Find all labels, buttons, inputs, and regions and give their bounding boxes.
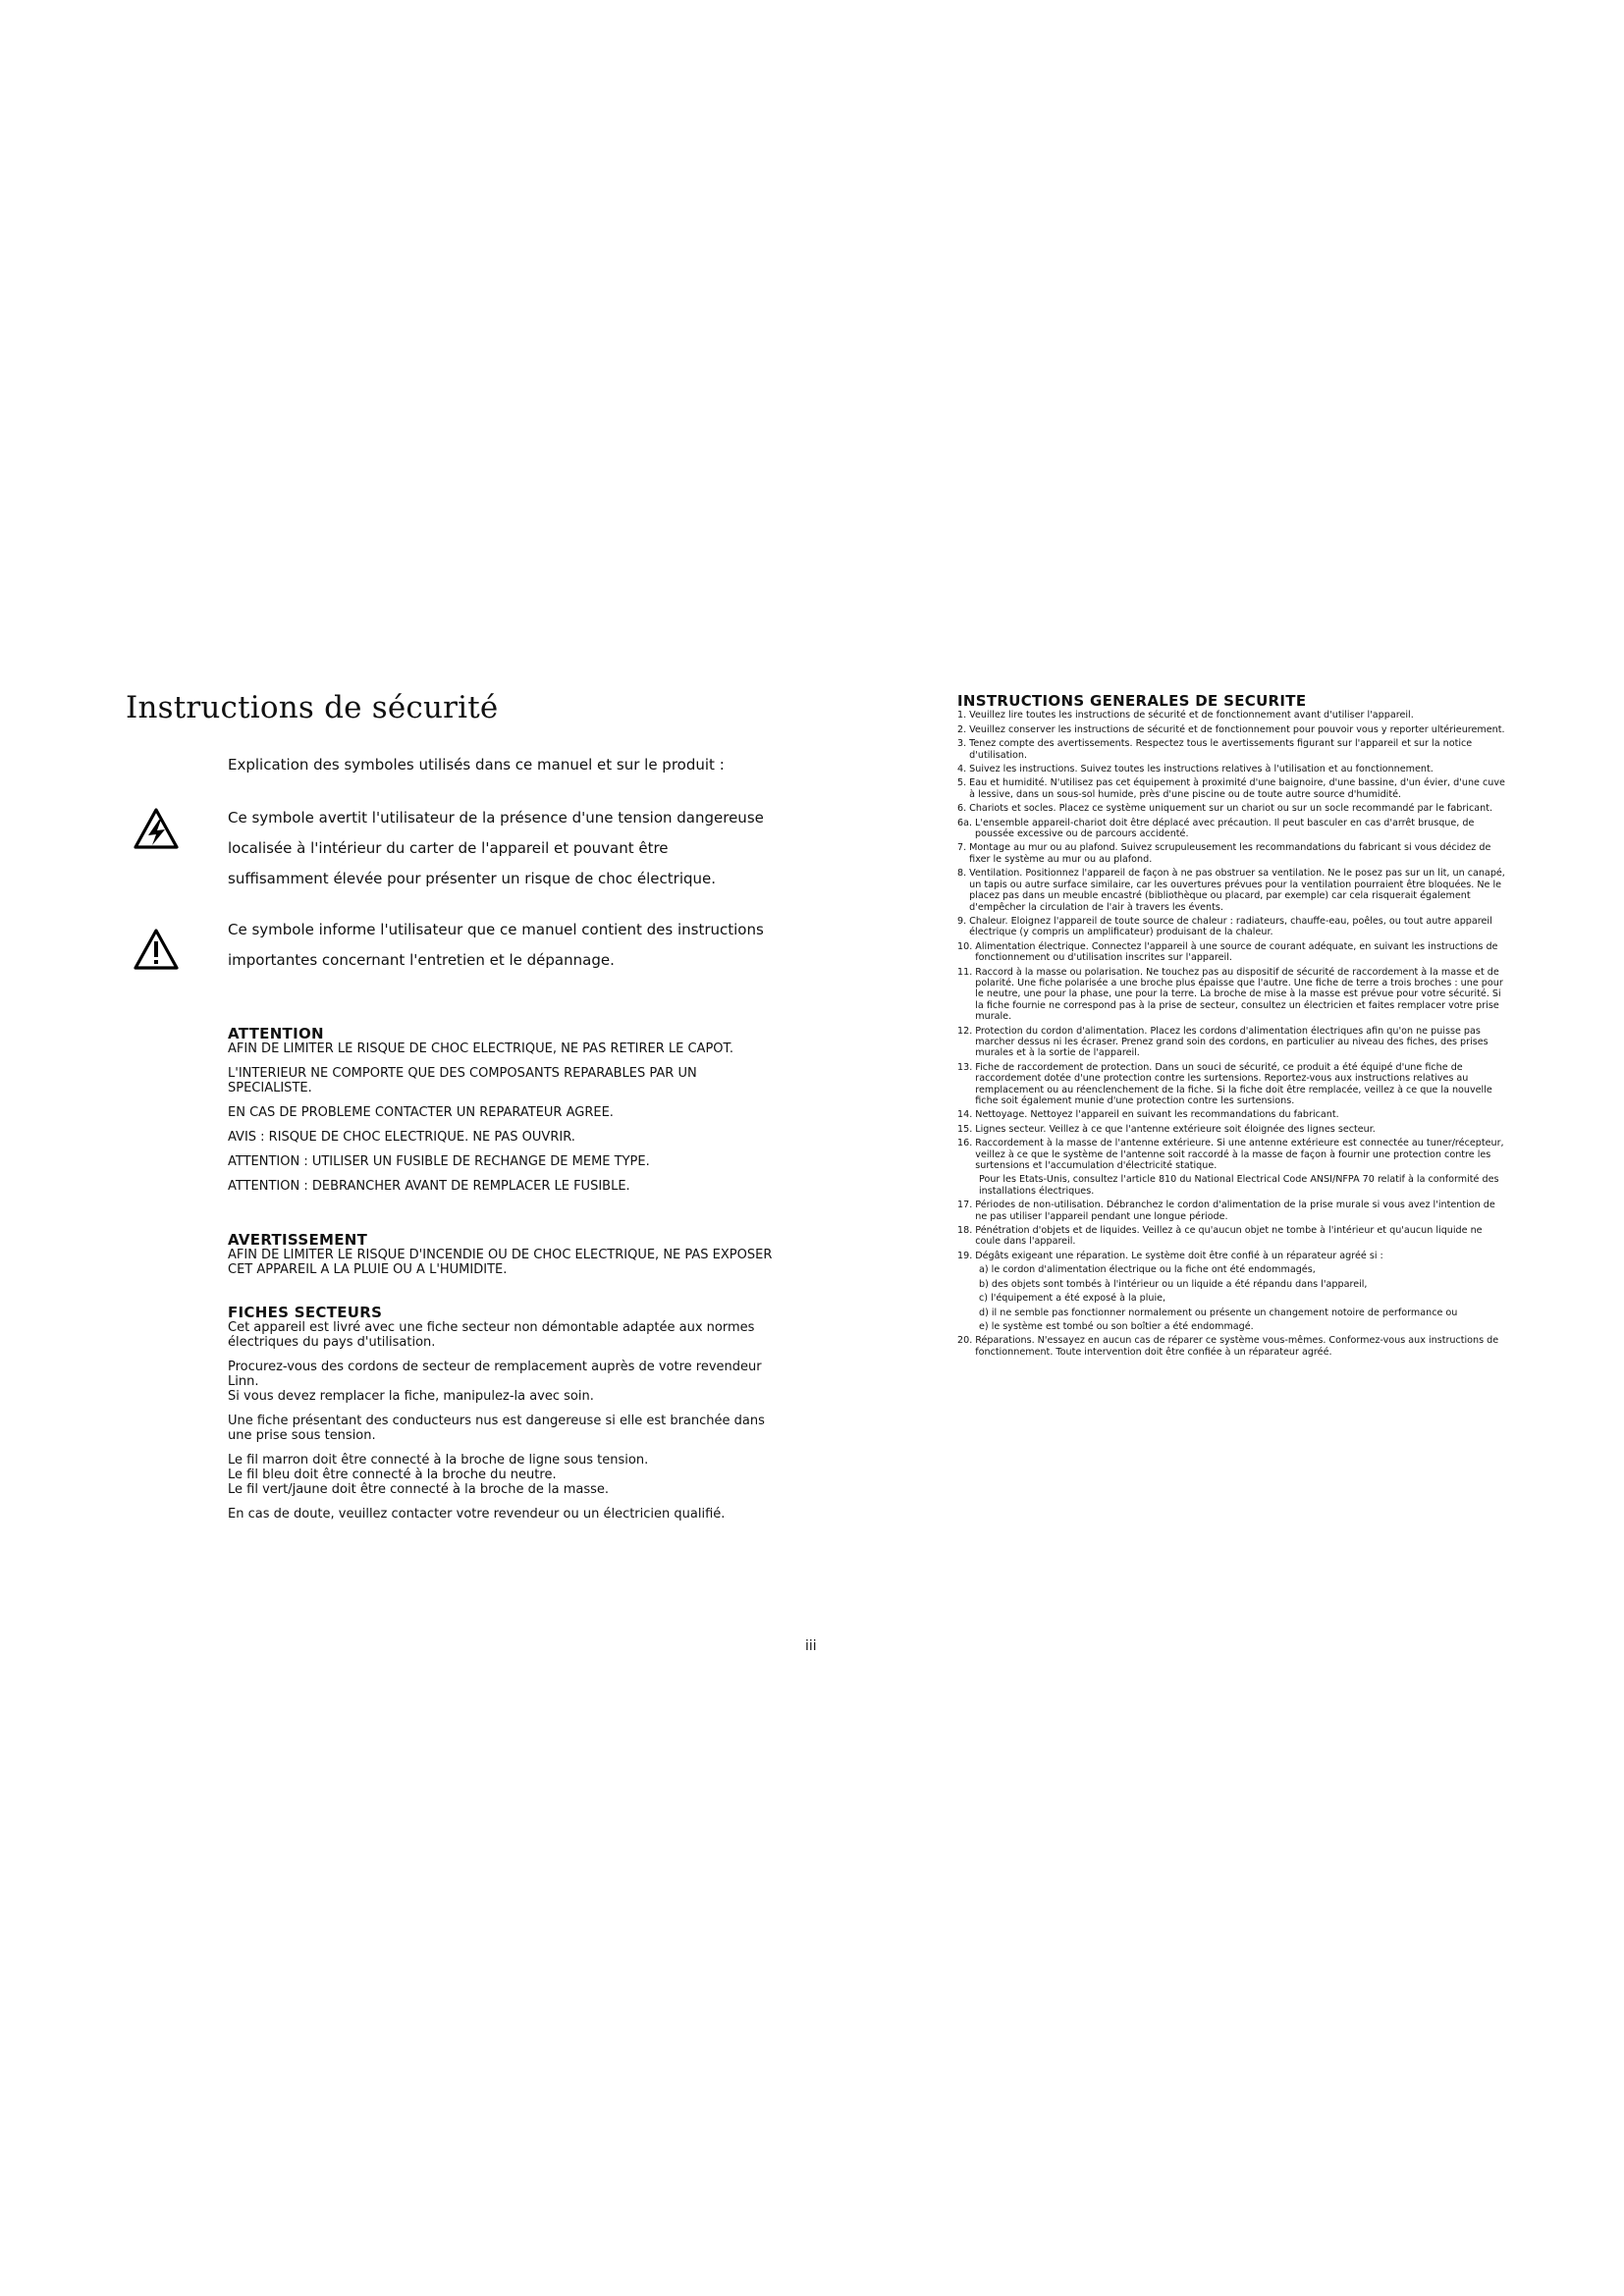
item-4	[957, 764, 1507, 774]
item-3	[957, 738, 1507, 761]
fiches-paragraph: Cet appareil est livré avec une fiche secteur non démontable adaptée aux normes électriques du pays d'utilisation.	[228, 1320, 755, 1350]
general-heading: INSTRUCTIONS GENERALES DE SECURITE	[957, 692, 1307, 710]
symbol-line: importantes concernant l'entretien et le dépannage.	[228, 951, 615, 969]
item-6	[957, 803, 1507, 814]
item-17	[957, 1200, 1507, 1222]
item-number: 6a.	[957, 817, 973, 828]
avertissement-text: AFIN DE LIMITER LE RISQUE D'INCENDIE OU DE CHOC ELECTRIQUE, NE PAS EXPOSER CET APPAREIL A LA PLUIE OU A L'HUMIDITE.	[228, 1248, 773, 1277]
item-text: L'ensemble appareil-chariot doit être déplacé avec précaution. Il peut basculer en cas d'arrêt brusque, de poussée excessive ou de parcours accidenté.	[975, 817, 1475, 840]
fiches-paragraph: En cas de doute, veuillez contacter votre revendeur ou un électricien qualifié.	[228, 1507, 726, 1522]
symbol-line: suffisamment élevée pour présenter un risque de choc électrique.	[228, 870, 717, 887]
attention-line: AFIN DE LIMITER LE RISQUE DE CHOC ELECTRIQUE, NE PAS RETIRER LE CAPOT.	[228, 1041, 734, 1056]
item-number: 8.	[957, 868, 967, 880]
item-19	[957, 1251, 1507, 1261]
attention-line: L'INTERIEUR NE COMPORTE QUE DES COMPOSANTS REPARABLES PAR UN SPECIALISTE.	[228, 1066, 697, 1095]
item-text: Dégâts exigeant une réparation. Le système doit être confié à un réparateur agréé si :	[975, 1250, 1383, 1261]
item-number: 17.	[957, 1200, 973, 1211]
item-number: 13.	[957, 1061, 973, 1073]
item-text: Pénétration d'objets et de liquides. Veillez à ce qu'aucun objet ne tombe à l'intérieur et qu'aucun liquide ne coule dans l'appareil.	[975, 1225, 1483, 1248]
item-19-sub: d) il ne semble pas fonctionner normalement ou présente un changement notoire de performance ou	[979, 1307, 1458, 1318]
item-text: Veuillez conserver les instructions de sécurité et de fonctionnement pour pouvoir vous y reporter ultérieurement.	[969, 723, 1505, 735]
item-number: 10.	[957, 940, 973, 952]
item-16-note: Pour les Etats-Unis, consultez l'article 810 du National Electrical Code ANSI/NFPA 70 relatif à la conformité des installations électriques.	[979, 1174, 1499, 1197]
item-11	[957, 967, 1507, 1023]
fiches-paragraph: Le fil vert/jaune doit être connecté à la broche de la masse.	[228, 1482, 610, 1497]
item-number: 14.	[957, 1109, 973, 1121]
fiches-paragraph: Le fil marron doit être connecté à la broche de ligne sous tension.	[228, 1453, 649, 1468]
page-title: Instructions de sécurité	[126, 690, 499, 725]
item-text: Nettoyage. Nettoyez l'appareil en suivant les recommandations du fabricant.	[975, 1109, 1339, 1121]
item-15	[957, 1124, 1507, 1135]
item-14	[957, 1109, 1507, 1120]
fiches-paragraph: Une fiche présentant des conducteurs nus est dangereuse si elle est branchée dans une prise sous tension.	[228, 1414, 765, 1443]
attention-line: ATTENTION : DEBRANCHER AVANT DE REMPLACER LE FUSIBLE.	[228, 1179, 630, 1194]
fiches-section	[228, 1306, 783, 1531]
fiches-paragraph: Si vous devez remplacer la fiche, manipulez-la avec soin.	[228, 1389, 594, 1404]
attention-heading: ATTENTION	[228, 1025, 324, 1042]
lightning-warning-icon	[134, 807, 179, 850]
item-number: 12.	[957, 1025, 973, 1037]
item-1	[957, 710, 1507, 721]
item-12	[957, 1026, 1507, 1059]
item-19-sub: a) le cordon d'alimentation électrique ou la fiche ont été endommagés,	[979, 1264, 1316, 1276]
item-20	[957, 1335, 1507, 1358]
item-text: Montage au mur ou au plafond. Suivez scrupuleusement les recommandations du fabricant si vous décidez de fixer le système au mur ou au plafond.	[969, 842, 1491, 865]
attention-line: AVIS : RISQUE DE CHOC ELECTRIQUE. NE PAS OUVRIR.	[228, 1130, 575, 1145]
item-number: 16.	[957, 1138, 973, 1149]
item-text: Lignes secteur. Veillez à ce que l'antenne extérieure soit éloignée des lignes secteur.	[975, 1123, 1376, 1135]
item-number: 6.	[957, 803, 967, 815]
item-text: Protection du cordon d'alimentation. Placez les cordons d'alimentation électriques afin qu'on ne puisse pas marcher dessus ni les écraser. Prenez grand soin des cordons, en particulier au niveau des fiches, des prises murales et à la sortie de l'appareil.	[975, 1025, 1489, 1059]
item-text: Réparations. N'essayez en aucun cas de réparer ce système vous-mêmes. Conformez-vous aux instructions de fonctionnement. Toute intervention doit être confiée à un réparateur agréé.	[975, 1335, 1499, 1358]
avertissement-heading: AVERTISSEMENT	[228, 1231, 368, 1249]
item-number: 2.	[957, 723, 967, 735]
item-number: 4.	[957, 764, 967, 775]
item-text: Veuillez lire toutes les instructions de sécurité et de fonctionnement avant d'utiliser l'appareil.	[969, 710, 1414, 721]
item-7	[957, 842, 1507, 865]
item-text: Ventilation. Positionnez l'appareil de façon à ne pas obstruer sa ventilation. Ne le posez pas sur un lit, un canapé, un tapis ou autre surface similaire, car les ouvertures prévues pour la ventilation pourraient être bloquées. Ne le placez pas dans un meuble encastré (bibliothèque ou placard, par exemple) car cela risquerait également d'empêcher la circulation de l'air à travers les évents.	[969, 868, 1505, 913]
item-text: Suivez les instructions. Suivez toutes les instructions relatives à l'utilisation et au fonctionnement.	[969, 764, 1434, 775]
symbol-line: Ce symbole informe l'utilisateur que ce manuel contient des instructions	[228, 921, 764, 938]
general-safety-section	[957, 692, 1507, 1361]
item-number: 7.	[957, 842, 967, 854]
item-text: Raccord à la masse ou polarisation. Ne touchez pas au dispositif de sécurité de raccordement à la masse et de polarité. Une fiche polarisée a une broche plus épaisse que l'autre. Une fiche de terre a trois broches : une pour le neutre, une pour la phase, une pour la terre. La broche de mise à la masse est prévue pour votre sécurité. Si la fiche fournie ne correspond pas à la prise de secteur, consultez un électricien et faites remplacer votre prise murale.	[975, 966, 1503, 1023]
lightning-symbol-text	[228, 803, 778, 894]
item-number: 5.	[957, 777, 967, 789]
item-6a	[957, 818, 1507, 840]
exclamation-symbol-text	[228, 915, 778, 976]
item-19-sub: b) des objets sont tombés à l'intérieur ou un liquide a été répandu dans l'appareil,	[979, 1278, 1368, 1290]
intro-text: Explication des symboles utilisés dans ce manuel et sur le produit :	[228, 756, 725, 774]
item-8	[957, 868, 1507, 913]
symbol-line: Ce symbole avertit l'utilisateur de la présence d'une tension dangereuse	[228, 809, 764, 827]
item-13	[957, 1062, 1507, 1107]
item-text: Raccordement à la masse de l'antenne extérieure. Si une antenne extérieure est connectée au tuner/récepteur, veillez à ce que le système de l'antenne soit raccordé à la masse de façon à fournir une protection contre les surtensions et l'accumulation d'électricité statique.	[975, 1138, 1504, 1172]
item-text: Chariots et socles. Placez ce système uniquement sur un chariot ou sur un socle recommandé par le fabricant.	[969, 803, 1493, 815]
item-18	[957, 1225, 1507, 1248]
item-text: Périodes de non-utilisation. Débranchez le cordon d'alimentation de la prise murale si vous avez l'intention de ne pas utiliser l'appareil pendant une longue période.	[975, 1200, 1495, 1222]
fiches-paragraph: Procurez-vous des cordons de secteur de remplacement auprès de votre revendeur Linn.	[228, 1360, 762, 1389]
fiches-paragraph: Le fil bleu doit être connecté à la broche du neutre.	[228, 1468, 557, 1482]
item-9	[957, 916, 1507, 938]
item-number: 18.	[957, 1225, 973, 1237]
page-number: iii	[805, 1638, 817, 1654]
symbols-section	[228, 756, 778, 774]
attention-line: EN CAS DE PROBLEME CONTACTER UN REPARATEUR AGREE.	[228, 1105, 614, 1120]
item-16	[957, 1138, 1507, 1171]
item-text: Fiche de raccordement de protection. Dans un souci de sécurité, ce produit a été équipé d'une fiche de raccordement dotée d'une protection contre les surtensions. Reportez-vous aux instructions relatives au remplacement ou au réenclenchement de la fiche. Si la fiche doit être remplacée, veillez à ce que la nouvelle fiche soit également munie d'une protection contre les surtensions.	[975, 1061, 1492, 1106]
item-5	[957, 777, 1507, 800]
symbol-line: localisée à l'intérieur du carter de l'appareil et pouvant être	[228, 839, 669, 857]
item-number: 11.	[957, 966, 973, 978]
attention-section	[228, 1027, 783, 1203]
item-number: 20.	[957, 1335, 973, 1347]
fiches-heading: FICHES SECTEURS	[228, 1304, 383, 1321]
item-number: 19.	[957, 1250, 973, 1261]
item-number: 9.	[957, 915, 967, 927]
item-10	[957, 941, 1507, 964]
item-text: Alimentation électrique. Connectez l'appareil à une source de courant adéquate, en suivant les instructions de fonctionnement ou d'utilisation inscrites sur l'appareil.	[975, 940, 1498, 964]
avertissement-section	[228, 1233, 783, 1287]
item-2	[957, 724, 1507, 735]
item-number: 1.	[957, 710, 967, 721]
item-text: Chaleur. Eloignez l'appareil de toute source de chaleur : radiateurs, chauffe-eau, poêles, ou tout autre appareil électrique (y compris un amplificateur) produisant de la chaleur.	[969, 915, 1492, 938]
item-19-sub: c) l'équipement a été exposé à la pluie,	[979, 1293, 1166, 1305]
item-text: Eau et humidité. N'utilisez pas cet équipement à proximité d'une baignoire, d'une bassine, d'un évier, d'une cuve à lessive, dans un sous-sol humide, près d'une piscine ou de toute autre source d'humidité.	[969, 777, 1505, 800]
exclamation-warning-icon	[134, 928, 179, 971]
item-number: 3.	[957, 738, 967, 750]
attention-line: ATTENTION : UTILISER UN FUSIBLE DE RECHANGE DE MEME TYPE.	[228, 1154, 650, 1169]
item-text: Tenez compte des avertissements. Respectez tous le avertissements figurant sur l'appareil et sur la notice d'utilisation.	[969, 738, 1473, 761]
item-19-sub: e) le système est tombé ou son boîtier a été endommagé.	[979, 1320, 1254, 1332]
item-number: 15.	[957, 1123, 973, 1135]
